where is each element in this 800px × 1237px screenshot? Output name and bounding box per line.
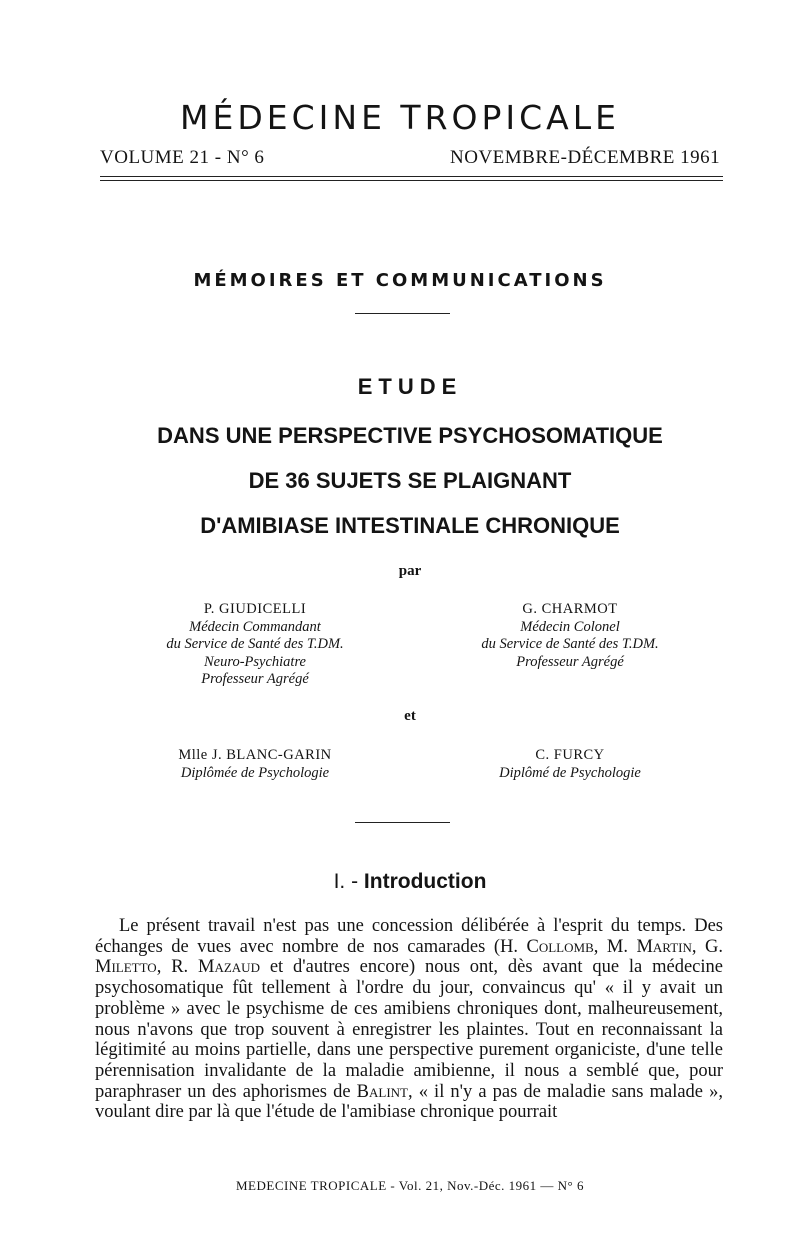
author-blanc-garin (115, 747, 395, 782)
article-title-line-2: DANS UNE PERSPECTIVE PSYCHOSOMATIQUE (157, 423, 663, 448)
author-ref: Miletto (95, 957, 157, 978)
text-run: , R. (156, 957, 199, 978)
header-rule-bottom (100, 180, 723, 181)
text-run: et d'autres encore) nous ont, dès avant que la médecine psychosomatique fût tellement à l'ordre du jour, convaincus qu' « il y avait un problème » avec le psychisme de ces amibiens chroniques dont, malheureusement, nous n'avons que trop souvent à enregistrer les plaintes. Tout en reconnaissant la légitimité au moins partielle, dans une perspective purement organiciste, d'une telle pérennisation invalidante de la maladie amibienne, il nous a semblé que, pour paraphraser un des aphorismes de (95, 957, 723, 1102)
et-label: et (404, 708, 416, 724)
author-title: Médecin Commandant (189, 618, 321, 635)
author-name: C. FURCY (535, 747, 605, 763)
section-divider (355, 313, 450, 314)
author-diploma: Diplômé de Psychologie (499, 764, 641, 781)
section-number: I. - (333, 870, 359, 893)
text-run: , G. (691, 936, 723, 957)
volume-issue: VOLUME 21 - N° 6 (100, 147, 265, 168)
issue-date: NOVEMBRE-DÉCEMBRE 1961 (450, 147, 721, 168)
text-run: , « il n'y a pas de maladie sans malade », voulant dire par là que l'étude de l'amibiase chronique pourrait (95, 1081, 723, 1123)
author-rank: Professeur Agrégé (516, 653, 624, 670)
intro-heading (0, 870, 800, 894)
author-title: Médecin Colonel (520, 618, 620, 635)
intro-paragraph (95, 916, 723, 1123)
author-diploma: Diplômée de Psychologie (180, 764, 330, 781)
author-giudicelli (115, 601, 395, 689)
par-label: par (398, 563, 422, 579)
author-ref: Collomb (526, 936, 594, 957)
author-specialty: Neuro-Psychiatre (203, 653, 306, 670)
section-title: Introduction (363, 870, 487, 893)
author-ref: Mazaud (198, 957, 260, 978)
article-title-line-4: D'AMIBIASE INTESTINALE CHRONIQUE (200, 513, 620, 538)
header-rule-top (100, 176, 723, 177)
author-name: Mlle J. BLANC-GARIN (178, 747, 332, 763)
article-title-line-3: DE 36 SUJETS SE PLAIGNANT (248, 468, 572, 493)
author-name: G. CHARMOT (522, 601, 618, 617)
journal-title: MÉDECINE TROPICALE (180, 98, 620, 137)
author-affiliation: du Service de Santé des T.DM. (481, 636, 659, 652)
author-ref: Balint (356, 1081, 408, 1102)
article-title-line-1: ETUDE (357, 374, 463, 399)
author-furcy (425, 747, 715, 782)
text-run: , M. (593, 936, 637, 957)
section-heading: MÉMOIRES ET COMMUNICATIONS (193, 270, 607, 291)
author-ref: Martin (636, 936, 692, 957)
author-affiliation: du Service de Santé des T.DM. (166, 636, 344, 652)
text-run: Le présent travail n'est pas une concession délibérée à l'esprit du temps. Des échanges de vues avec nombre de nos camarades (H. (95, 916, 723, 957)
authors-divider (355, 822, 450, 823)
author-charmot (425, 601, 715, 671)
author-rank: Professeur Agrégé (201, 671, 309, 687)
page-footer: MEDECINE TROPICALE - Vol. 21, Nov.-Déc. 1961 — N° 6 (236, 1178, 584, 1193)
author-name: P. GIUDICELLI (203, 601, 307, 617)
